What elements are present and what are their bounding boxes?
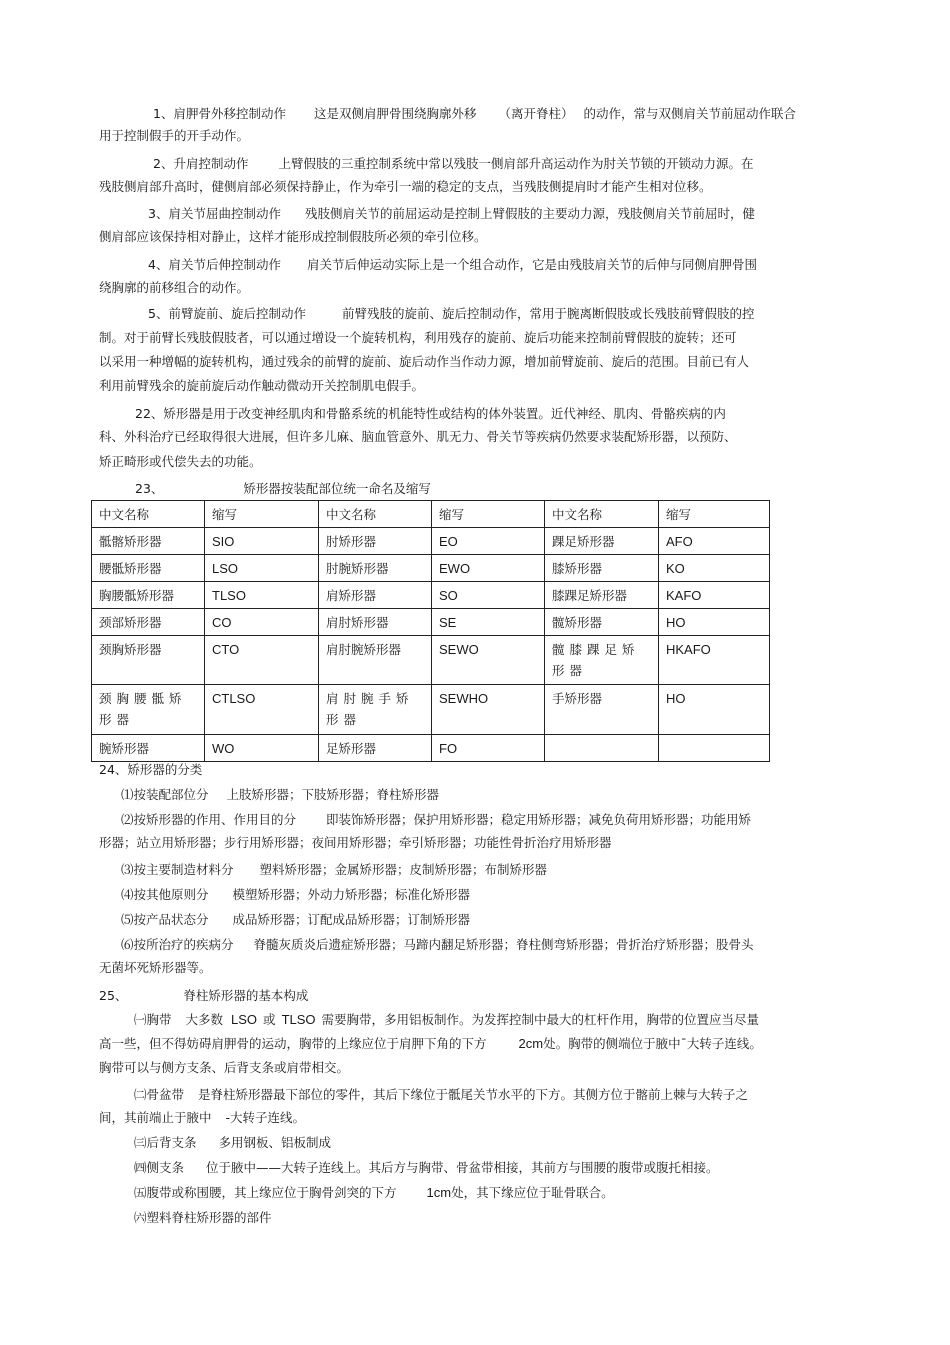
- table-cell: SEWHO: [432, 685, 545, 735]
- table-cell: LSO: [205, 555, 319, 582]
- p1-text-2: 需要胸带，多用铝板制作。为发挥控制中最大的杠杆作用，胸带的位置应当尽量: [321, 1012, 760, 1027]
- sec24-c1: [121, 787, 439, 803]
- table-row: [92, 582, 770, 609]
- p1-or: 或: [263, 1012, 276, 1027]
- orthosis-naming-table: [91, 500, 770, 762]
- table-cell: 颈胸腰骶矫形器: [92, 685, 205, 735]
- table-cell: CTLSO: [205, 685, 319, 735]
- table-cell: 髋矫形器: [545, 609, 659, 636]
- header-cell: 缩写: [659, 501, 770, 528]
- header-cell: 缩写: [205, 501, 319, 528]
- c5-text: 成品矫形器；订配成品矫形器；订制矫形器: [232, 912, 471, 927]
- sec25-p1-line2: [99, 1036, 762, 1052]
- table-cell: TLSO: [205, 582, 319, 609]
- item4-line2: 绕胸廓的前移组合的动作。: [99, 280, 250, 295]
- table-cell: 肩肘腕矫形器: [319, 636, 432, 685]
- p1-text-5: ¯大转子连线。: [680, 1036, 762, 1051]
- table-cell: 肩肘矫形器: [319, 609, 432, 636]
- item5-line4: 利用前臂残余的旋前旋后动作触动微动开关控制肌电假手。: [99, 378, 425, 393]
- p4-text: 位于腋中——大转子连线上。其后方与胸带、骨盆带相接，其前方与围腰的腹带或腹托相接。: [206, 1160, 719, 1175]
- table-cell: 肘矫形器: [319, 528, 432, 555]
- table-cell: 颈部矫形器: [92, 609, 205, 636]
- sec24-c2-line2: 形器；站立用矫形器；步行用矫形器；夜间用矫形器；牵引矫形器；功能性骨折治疗用矫形器: [99, 835, 612, 850]
- p3-text: 多用钢板、铝板制成: [218, 1135, 332, 1150]
- p5-1cm: 1cm: [426, 1185, 452, 1200]
- table-cell: SO: [432, 582, 545, 609]
- table-cell: 骶髂矫形器: [92, 528, 205, 555]
- table-cell: 胸腰骶矫形器: [92, 582, 205, 609]
- c4-text: 模塑矫形器；外动力矫形器；标准化矫形器: [232, 887, 471, 902]
- table-cell: WO: [205, 735, 319, 762]
- table-cell: 颈胸矫形器: [92, 636, 205, 685]
- sec25-p2-line2: [99, 1110, 305, 1126]
- p5-text-2: 处，其下缘应位于耻骨联合。: [451, 1185, 614, 1200]
- p1-text-3: 高一些，但不得妨碍肩胛骨的运动，胸带的上缘应位于肩胛下角的下方: [99, 1036, 487, 1051]
- table-cell: 膝踝足矫形器: [545, 582, 659, 609]
- item1-line1: [153, 106, 796, 122]
- c2-label: ⑵按矫形器的作用、作用目的分: [121, 812, 297, 827]
- sec25-p1-line1: [134, 1012, 759, 1028]
- table-cell: SEWO: [432, 636, 545, 685]
- table-cell: 腰骶矫形器: [92, 555, 205, 582]
- c1-text: 上肢矫形器；下肢矫形器；脊柱矫形器: [226, 787, 440, 802]
- sec24-c3: [121, 862, 547, 878]
- header-cell: 缩写: [432, 501, 545, 528]
- sec25-p4: [134, 1160, 719, 1176]
- item3-text: 残肢侧肩关节的前屈运动是控制上臂假肢的主要动力源，残肢侧肩关节前屈时，健: [304, 206, 755, 221]
- sec22-line2: 科、外科治疗已经取得很大进展，但许多儿麻、脑血管意外、肌无力、骨关节等疾病仍然要求装配矫形器，以预防、: [99, 429, 737, 444]
- table-cell: 肩肘腕手矫形器: [319, 685, 432, 735]
- header-cell: 中文名称: [545, 501, 659, 528]
- table-cell: HO: [659, 685, 770, 735]
- sec25-number: 25、: [99, 988, 128, 1003]
- table-cell: 髋膝踝足矫形器: [545, 636, 659, 685]
- table-cell: EO: [432, 528, 545, 555]
- table-cell: AFO: [659, 528, 770, 555]
- item5-text: 前臂残肢的旋前、旋后控制动作，常用于腕离断假肢或长残肢前臂假肢的控: [341, 306, 755, 321]
- table-cell: SIO: [205, 528, 319, 555]
- c6-text: 脊髓灰质炎后遗症矫形器；马蹄内翻足矫形器；脊柱侧弯矫形器；骨折治疗矫形器；股骨头: [253, 937, 754, 952]
- item4-text: 肩关节后伸运动实际上是一个组合动作，它是由残肢肩关节的后伸与同侧肩胛骨围: [306, 257, 757, 272]
- item2-line1: [153, 156, 753, 172]
- table-cell: [545, 735, 659, 762]
- table-cell: CO: [205, 609, 319, 636]
- item3-line2: 侧肩部应该保持相对静止，这样才能形成控制假肢所必须的牵引位移。: [99, 229, 487, 244]
- table-cell: 腕矫形器: [92, 735, 205, 762]
- table-cell: CTO: [205, 636, 319, 685]
- c2-text: 即装饰矫形器；保护用矫形器；稳定用矫形器；减免负荷用矫形器；功能用矫: [326, 812, 752, 827]
- item3-line1: [148, 206, 755, 222]
- item4-line1: [148, 257, 757, 273]
- table-cell: HO: [659, 609, 770, 636]
- item2-line2: 残肢侧肩部升高时，健侧肩部必须保持静止，作为牵引一端的稳定的支点，当残肢侧提肩时才能产生相对位移。: [99, 179, 712, 194]
- p1-label: ㈠胸带: [134, 1012, 172, 1027]
- p2-label: ㈡骨盆带: [134, 1087, 185, 1102]
- item1-paren: （离开脊柱）: [498, 106, 574, 121]
- table-row: [92, 609, 770, 636]
- sec23-heading: [135, 481, 431, 497]
- table-row: [92, 685, 770, 735]
- table-cell: 手矫形器: [545, 685, 659, 735]
- sec22-line3: 矫正畸形或代偿失去的功能。: [99, 454, 262, 469]
- c5-label: ⑸按产品状态分: [121, 912, 209, 927]
- c3-label: ⑶按主要制造材料分: [121, 862, 234, 877]
- sec25-heading: [99, 988, 308, 1004]
- table-cell: 肘腕矫形器: [319, 555, 432, 582]
- sec25-p6: ㈥塑料脊柱矫形器的部件: [134, 1210, 272, 1225]
- table-row: [92, 636, 770, 685]
- table-row: [92, 528, 770, 555]
- item3-heading: 3、肩关节屈曲控制动作: [148, 206, 281, 221]
- p2-text: 是脊柱矫形器最下部位的零件，其后下缘位于骶尾关节水平的下方。其侧方位于髂前上棘与大转子之: [198, 1087, 749, 1102]
- sec24-c5: [121, 912, 470, 928]
- sec23-title: 矫形器按装配部位统一命名及缩写: [243, 481, 431, 496]
- item1-line2: 用于控制假手的开手动作。: [99, 128, 250, 143]
- table-cell: 肩矫形器: [319, 582, 432, 609]
- header-cell: 中文名称: [319, 501, 432, 528]
- sec25-title: 脊柱矫形器的基本构成: [183, 988, 309, 1003]
- p4-label: ㈣侧支条: [134, 1160, 185, 1175]
- sec24-c2-line1: [121, 812, 751, 828]
- p1-text: 大多数: [185, 1012, 224, 1027]
- item5-line1: [148, 306, 754, 322]
- table-cell: EWO: [432, 555, 545, 582]
- table-cell: 踝足矫形器: [545, 528, 659, 555]
- item5-line2: 制。对于前臂长残肢假肢者，可以通过增设一个旋转机构，利用残存的旋前、旋后功能来控制前臂假肢的旋转；还可: [99, 330, 737, 345]
- sec22-line1: 22、矫形器是用于改变神经肌肉和骨骼系统的机能特性或结构的体外装置。近代神经、肌肉、骨骼疾病的内: [135, 406, 726, 421]
- item5-line3: 以采用一种增幅的旋转机构，通过残余的前臂的旋前、旋后动作当作动力源，增加前臂旋前、旋后的范围。目前已有人: [99, 354, 750, 369]
- p1-lso: LSO: [231, 1012, 258, 1027]
- item2-text: 上臂假肢的三重控制系统中常以残肢一侧肩部升高运动作为肘关节锁的开锁动力源。在: [278, 156, 754, 171]
- sec24-c6-line2: 无菌坏死矫形器等。: [99, 960, 212, 975]
- p2-text-2: 间，其前端止于腋中: [99, 1110, 212, 1125]
- p1-2cm: 2cm: [518, 1036, 544, 1051]
- sec24-title: 24、矫形器的分类: [99, 762, 203, 777]
- sec23-number: 23、: [135, 481, 164, 496]
- table-cell: [659, 735, 770, 762]
- c1-label: ⑴按装配部位分: [121, 787, 209, 802]
- sec25-p1-line3: 胸带可以与侧方支条、后背支条或肩带相交。: [99, 1060, 350, 1075]
- item2-heading: 2、升肩控制动作: [153, 156, 249, 171]
- sec24-c4: [121, 887, 470, 903]
- item4-heading: 4、肩关节后伸控制动作: [148, 257, 281, 272]
- p3-label: ㈢后背支条: [134, 1135, 197, 1150]
- header-cell: 中文名称: [92, 501, 205, 528]
- table-cell: 足矫形器: [319, 735, 432, 762]
- c3-text: 塑料矫形器；金属矫形器；皮制矫形器；布制矫形器: [259, 862, 548, 877]
- table-cell: FO: [432, 735, 545, 762]
- sec25-p2-line1: [134, 1087, 748, 1103]
- table-row: [92, 735, 770, 762]
- sec25-p3: [134, 1135, 331, 1151]
- item1-text: 这是双侧肩胛骨围绕胸廓外移: [313, 106, 477, 121]
- table-row: [92, 555, 770, 582]
- item5-heading: 5、前臂旋前、旋后控制动作: [148, 306, 306, 321]
- sec25-p5: [134, 1185, 614, 1201]
- table-cell: KO: [659, 555, 770, 582]
- p2-text-3: -大转子连线。: [225, 1110, 306, 1125]
- sec24-c6-line1: [121, 937, 754, 953]
- table-cell: KAFO: [659, 582, 770, 609]
- table-cell: 膝矫形器: [545, 555, 659, 582]
- p1-text-4: 处。胸带的侧端位于腋中: [543, 1036, 681, 1051]
- table-header-row: [92, 501, 770, 528]
- table-cell: SE: [432, 609, 545, 636]
- c4-label: ⑷按其他原则分: [121, 887, 209, 902]
- table-cell: HKAFO: [659, 636, 770, 685]
- p1-tlso: TLSO: [281, 1012, 316, 1027]
- c6-label: ⑹按所治疗的疾病分: [121, 937, 234, 952]
- item1-text-2: 的动作，常与双侧肩关节前屈动作联合: [583, 106, 797, 121]
- p5-text: ㈤腹带或称围腰，其上缘应位于胸骨剑突的下方: [134, 1185, 397, 1200]
- item1-heading: 1、肩胛骨外移控制动作: [153, 106, 286, 121]
